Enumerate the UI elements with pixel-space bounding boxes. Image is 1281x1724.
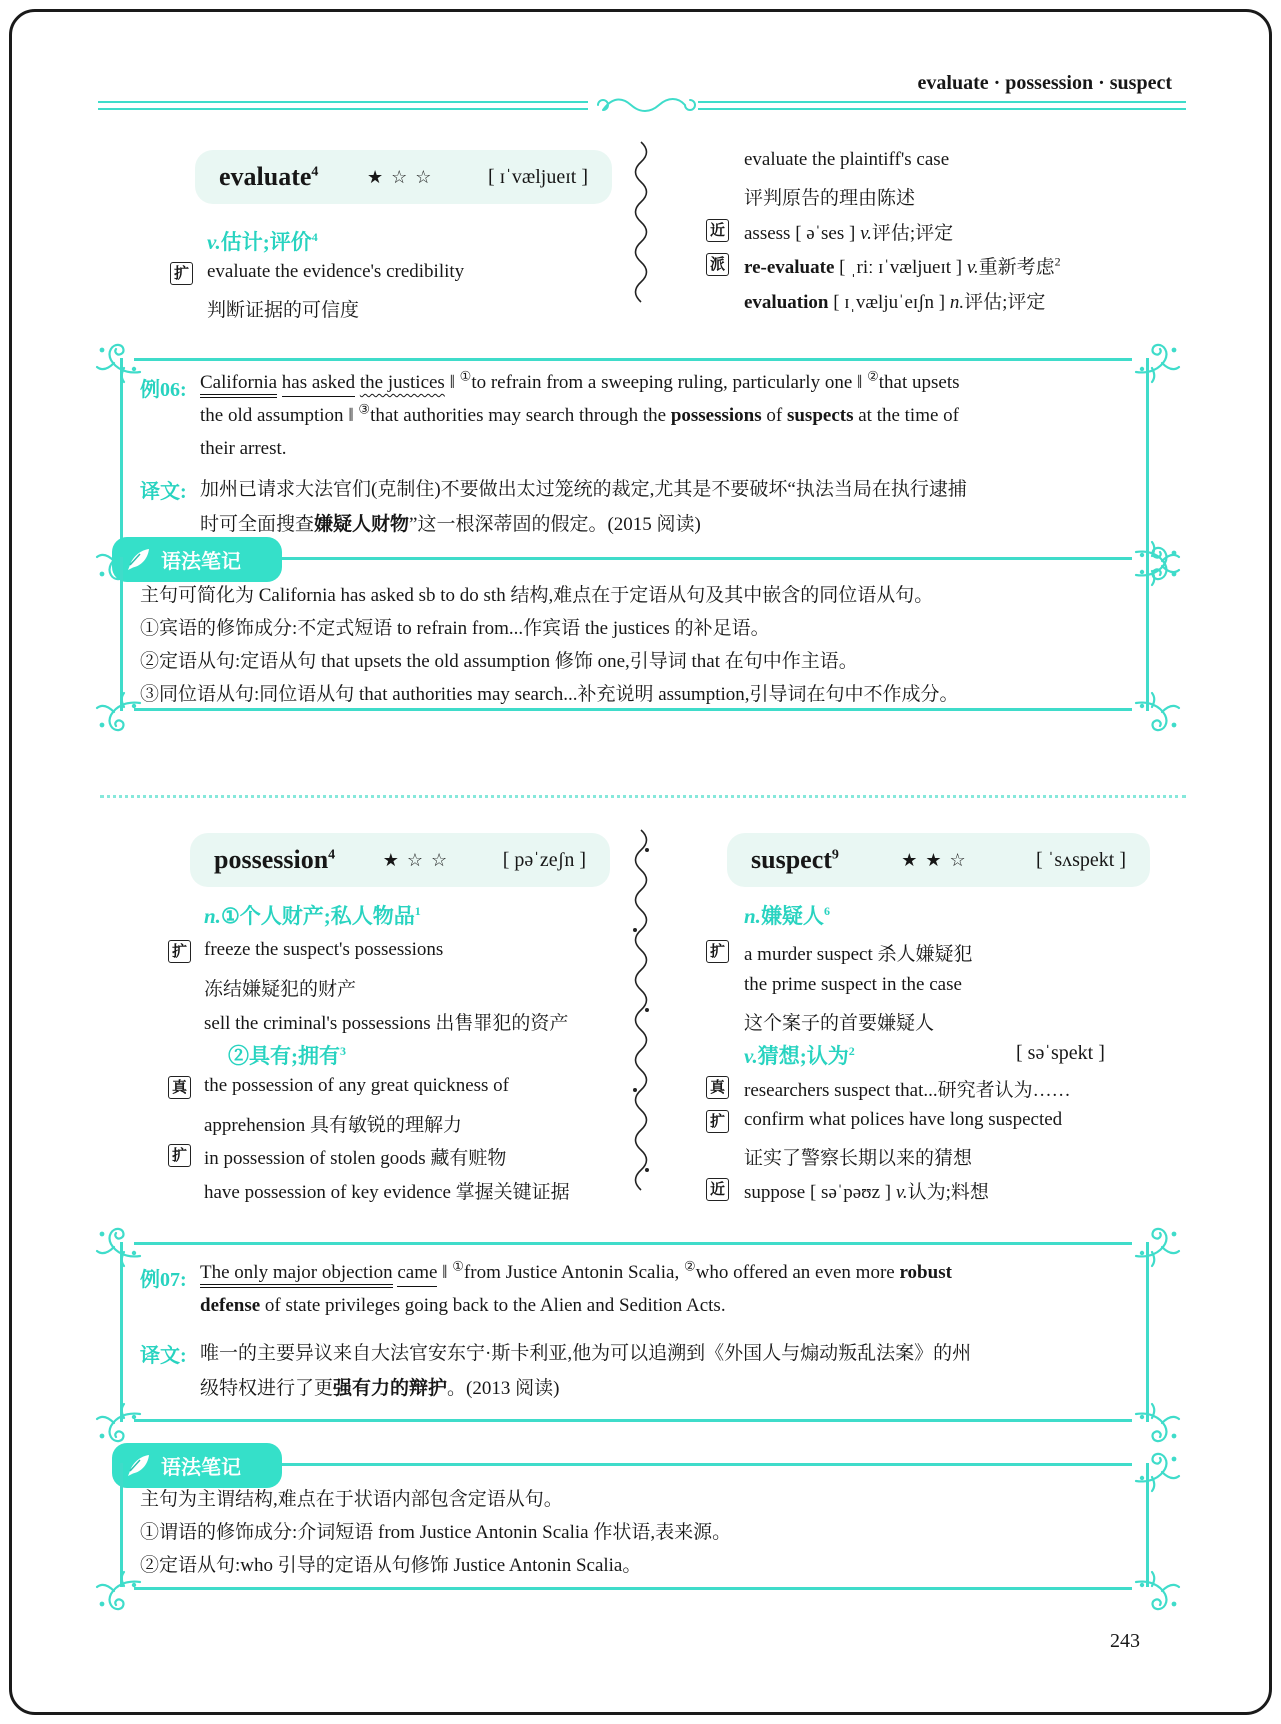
grammar-note-line: ②定语从句:定语从句 that upsets the old assumption 修饰 one,引导词 that 在句中作主语。 [140,651,858,672]
translation-label: 译文: [140,1345,187,1367]
headword: evaluate$^4$ [219,162,319,191]
expansion-badge: 扩 [706,1110,729,1133]
wavy-column-divider [630,828,652,1196]
frequency-superscript: 9 [831,847,839,863]
derivative-line: re-evaluate [ ˌriː ɪˈvæljueɪt ] v.重新考虑$^2$ [744,254,1061,278]
example-sentence-line: defense of state privileges going back to the Alien and Sedition Acts. [200,1295,726,1316]
star-rating: ★☆☆ [382,849,456,870]
sense-line: v.估计;评价$^4$ [207,230,318,254]
exam-badge: 真 [706,1076,729,1099]
header-squiggle-icon [588,93,698,117]
example-phrase-zh: 判断证据的可信度 [207,300,360,321]
flourish-icon [1134,1402,1182,1450]
sense-line: n.①个人财产;私人物品$^1$ [204,904,421,928]
synonym-badge: 近 [706,1178,729,1201]
grammar-note-badge [112,1443,282,1488]
example-sentence-line: California has asked the justices ‖ ①to refrain from a sweeping ruling, particularly one ‖ ②that upsets [200,372,960,394]
expansion-badge: 扩 [168,1144,191,1167]
example-box-rail-right [1146,358,1149,560]
grammar-note-line: ①宾语的修饰成分:不定式短语 to refrain from...作宾语 the justices 的补足语。 [140,618,770,639]
expansion-badge: 扩 [170,262,193,285]
star-rating: ★☆☆ [367,166,440,187]
example-label: 例07: [140,1269,187,1291]
grammar-note-line: ①谓语的修饰成分:介词短语 from Justice Antonin Scalia 作状语,表来源。 [140,1522,732,1543]
example-sentence-line: The only major objection came ‖ ①from Justice Antonin Scalia, ②who offered an even more robust [200,1262,952,1284]
page-number: 243 [1110,1630,1140,1652]
example-phrase-zh: 评判原告的理由陈述 [744,188,916,209]
frequency-superscript: 4 [311,164,319,180]
example-box-rule-top [134,1242,1132,1245]
translation-line: 级特权进行了更强有力的辩护。(2013 阅读) [200,1378,560,1399]
translation-line: 唯一的主要异议来自大法官安东宁·斯卡利亚,他为可以追溯到《外国人与煽动叛乱法案》的州 [200,1343,972,1364]
expansion-badge: 扩 [168,940,191,963]
example-phrase: evaluate the evidence's credibility [207,261,465,282]
grammar-box-rule-top [282,1463,1132,1466]
grammar-note-title: 语法笔记 [161,1457,241,1479]
synonym-line: suppose [ səˈpəʊz ] v.认为;料想 [744,1182,989,1203]
grammar-note-badge [112,537,282,582]
example-phrase-zh: 冻结嫌疑犯的财产 [204,979,357,1000]
example-phrase: researchers suspect that...研究者认为…… [744,1080,1071,1101]
frequency-superscript: 4 [328,847,336,863]
sense-line: n.嫌疑人$^6$ [744,904,830,928]
example-box-rail-right [1146,1242,1149,1422]
translation-label: 译文: [140,481,187,503]
example-phrase: the prime suspect in the case [744,974,962,995]
pronunciation: [ ɪˈvæljueɪt ] [488,165,588,188]
example-phrase: confirm what polices have long suspected [744,1109,1063,1130]
grammar-note-line: 主句为主谓结构,难点在于状语内部包含定语从句。 [140,1489,563,1510]
grammar-box-rule-top [282,557,1132,560]
page-header: evaluate · possession · suspect [917,72,1172,94]
example-sentence-line: the old assumption ‖ ③that authorities may search through the possessions of suspects at the time of [200,401,960,426]
sense-line: v.猜想;认为$^2$ [744,1044,855,1068]
pronunciation: [ ˈsʌspekt ] [1036,848,1126,871]
grammar-note-line: 主句可简化为 California has asked sb to do sth 结构,难点在于定语从句及其中嵌含的同位语从句。 [140,585,934,606]
flourish-icon [94,1220,142,1268]
exam-badge: 真 [168,1076,191,1099]
example-box-rail-left [120,358,123,560]
grammar-note-line: ②定语从句:who 引导的定语从句修饰 Justice Antonin Scalia。 [140,1555,642,1576]
example-box-rail-left [120,1242,123,1422]
grammar-note-title: 语法笔记 [161,551,241,573]
flourish-icon [94,336,142,384]
flourish-icon [94,1570,142,1618]
wavy-column-divider [630,140,652,308]
flourish-icon [1134,1220,1182,1268]
grammar-box-rail-left [120,557,123,711]
example-phrase: in possession of stolen goods 藏有赃物 [204,1148,507,1169]
translation-line: 加州已请求大法官们(克制住)不要做出太过笼统的裁定,尤其是不要破坏“执法当局在执行逮捕 [200,479,967,500]
headword: suspect$^9$ [751,845,839,874]
example-sentence-line: their arrest. [200,438,287,459]
example-phrase: a murder suspect 杀人嫌疑犯 [744,944,973,965]
synonym-line: assess [ əˈses ] v.评估;评定 [744,223,954,244]
star-rating: ★★☆ [901,849,974,870]
word-card-evaluate [195,150,612,204]
example-phrase-zh: 这个案子的首要嫌疑人 [744,1013,935,1034]
example-phrase: sell the criminal's possessions 出售罪犯的资产 [204,1013,569,1034]
pronunciation-verb: [ səˈspekt ] [1016,1042,1105,1064]
example-label: 例06: [140,379,187,401]
flourish-icon [94,691,142,739]
example-box-rule-bottom [134,1419,1132,1422]
grammar-box-rail-left [120,1463,123,1587]
grammar-note-line: ③同位语从句:同位语从句 that authorities may search...补充说明 assumption,引导词在句中不作成分。 [140,684,959,705]
quill-icon [125,1452,152,1479]
example-box-rule-top [134,358,1132,361]
example-phrase: the possession of any great quickness of [204,1075,509,1096]
pronunciation: [ pəˈzeʃn ] [502,848,586,871]
example-phrase: evaluate the plaintiff's case [744,149,950,170]
flourish-icon [1134,1445,1182,1493]
word-card-suspect [727,833,1150,887]
flourish-icon [1134,336,1182,384]
example-phrase-zh: 证实了警察长期以来的猜想 [744,1148,973,1169]
flourish-icon [1134,691,1182,739]
expansion-badge: 扩 [706,940,729,963]
derivative-badge: 派 [706,253,729,276]
dotted-section-separator [100,795,1186,798]
synonym-badge: 近 [706,219,729,242]
grammar-box-rule-bottom [134,708,1132,711]
example-phrase: have possession of key evidence 掌握关键证据 [204,1182,570,1203]
derivative-line: evaluation [ ɪˌvæljuˈeɪʃn ] n.评估;评定 [744,292,1046,313]
grammar-box-rule-bottom [134,1587,1132,1590]
quill-icon [125,546,152,573]
flourish-icon [1134,539,1182,587]
word-card-possession [190,833,610,887]
example-phrase: freeze the suspect's possessions [204,939,444,960]
flourish-icon [1134,1570,1182,1618]
translation-line: 时可全面搜查嫌疑人财物”这一根深蒂固的假定。(2015 阅读) [200,514,701,535]
example-phrase-zh: apprehension 具有敏锐的理解力 [204,1115,463,1136]
headword: possession$^4$ [214,845,336,874]
sense-line: ②具有;拥有$^3$ [228,1044,346,1068]
